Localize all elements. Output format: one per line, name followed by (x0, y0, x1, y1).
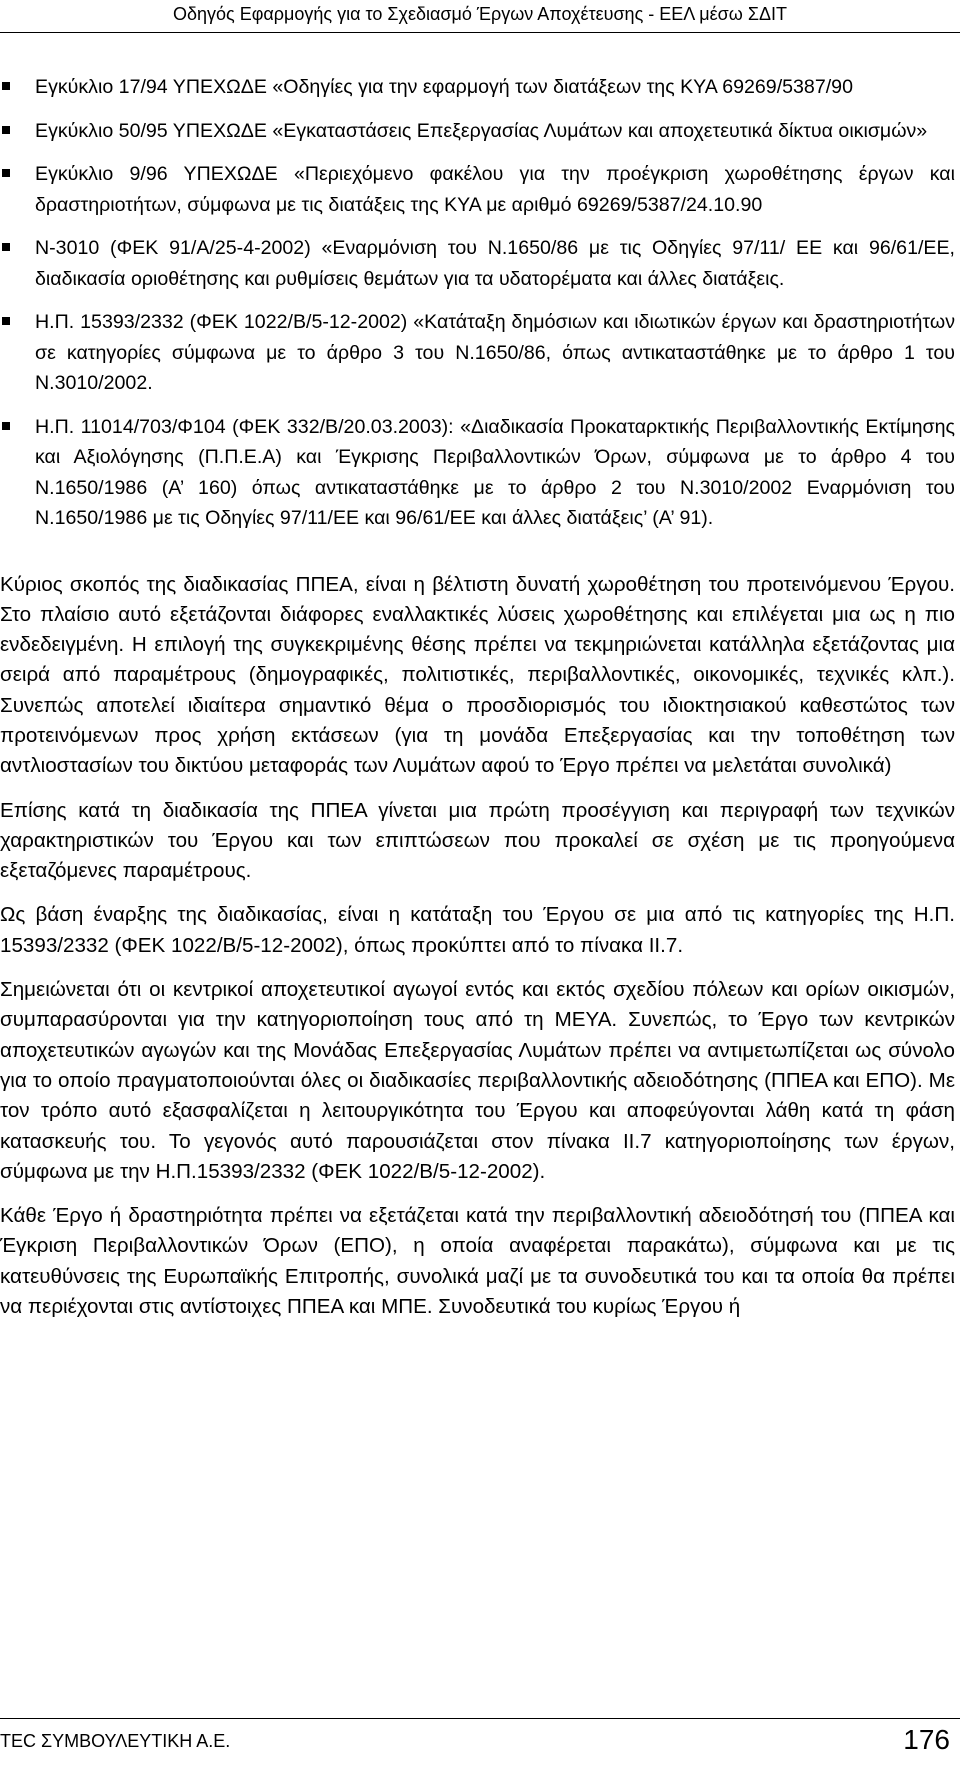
body-paragraphs (0, 570, 955, 1323)
list-item-text: Η.Π. 15393/2332 (ΦΕΚ 1022/Β/5-12-2002) «Κατάταξη δημόσιων και ιδιωτικών έργων και δραστηριοτήτων σε κατηγορίες σύμφωνα με το άρθρο 3 του Ν.1650/86, όπως αντικαταστάθηκε με το άρθρο 1 του Ν.3010/2002. (35, 311, 955, 394)
header-divider (0, 32, 960, 33)
list-item-text: Ν-3010 (ΦΕΚ 91/Α/25-4-2002) «Εναρμόνιση του Ν.1650/86 με τις Οδηγίες 97/11/ ΕΕ και 96/61/ΕΕ, διαδικασία οριοθέτησης και ρυθμίσεις θεμάτων για τα υδατορέματα και άλλες διατάξεις. (35, 237, 955, 290)
document-body (0, 72, 955, 1336)
list-item-text: Εγκύκλιο 50/95 ΥΠΕΧΩΔΕ «Εγκαταστάσεις Επεξεργασίας Λυμάτων και αποχετευτικά δίκτυα οικισμών» (35, 119, 928, 142)
square-bullet-icon (2, 82, 10, 90)
list-item (0, 233, 955, 294)
square-bullet-icon (2, 317, 10, 325)
footer-divider (0, 1718, 960, 1719)
list-item-text: Η.Π. 11014/703/Φ104 (ΦΕΚ 332/Β/20.03.2003): «Διαδικασία Προκαταρκτικής Περιβαλλοντικής Εκτίμησης και Αξιολόγησης (Π.Π.Ε.Α) και Έγκρισης Περιβαλλοντικών Όρων, σύμφωνα με το άρθρο 4 του Ν.1650/1986 (Α’ 160) όπως αντικαταστάθηκε με το άρθρο 2 του Ν.3010/2002 Εναρμόνιση του Ν.1650/1986 με τις Οδηγίες 97/11/ΕΕ και 96/61/ΕΕ και άλλες διατάξεις’ (Α’ 91). (35, 415, 955, 529)
list-item-text: Εγκύκλιο 9/96 ΥΠΕΧΩΔΕ «Περιεχόμενο φακέλου για την προέγκριση χωροθέτησης έργων και δραστηριοτήτων, σύμφωνα με τις διατάξεις της ΚΥΑ με αριθμό 69269/5387/24.10.90 (35, 163, 955, 216)
list-item (0, 412, 955, 534)
header-title: Οδηγός Εφαρμογής για το Σχεδιασμό Έργων Αποχέτευσης - ΕΕΛ μέσω ΣΔΙΤ (172, 4, 787, 24)
list-item (0, 72, 955, 103)
list-item (0, 116, 955, 147)
square-bullet-icon (2, 169, 10, 177)
footer-company: ΤΕC ΣΥΜΒΟΥΛΕΥΤΙΚΗ Α.Ε. (0, 1731, 231, 1751)
list-item-text: Εγκύκλιο 17/94 ΥΠΕΧΩΔΕ «Οδηγίες για την εφαρμογή των διατάξεων της ΚΥΑ 69269/5387/90 (35, 76, 853, 98)
paragraph: Επίσης κατά τη διαδικασία της ΠΠΕΑ γίνεται μια πρώτη προσέγγιση και περιγραφή των τεχνικών χαρακτηριστικών του Έργου και των επιπτώσεων που προκαλεί σε σχέση με τις προηγούμενα εξεταζόμενες παραμέτρους. (0, 798, 955, 883)
paragraph: Κάθε Έργο ή δραστηριότητα πρέπει να εξετάζεται κατά την περιβαλλοντική αδειοδότησή του (ΠΠΕΑ και Έγκριση Περιβαλλοντικών Όρων (ΕΠΟ), η οποία αναφέρεται παρακάτω), σύμφωνα και με τις κατευθύνσεις της Ευρωπαϊκής Επιτροπής, συνολικά μαζί με τα συνοδευτικά του και τα οποία θα πρέπει να περιέχονται στις αντίστοιχες ΠΠΕΑ και ΜΠΕ. Συνοδευτικά του κυρίως Έργου ή (0, 1204, 955, 1319)
square-bullet-icon (2, 243, 10, 251)
page-header (0, 0, 960, 40)
list-item (0, 159, 955, 220)
paragraph: Σημειώνεται ότι οι κεντρικοί αποχετευτικοί αγωγοί εντός και εκτός σχεδίου πόλεων και ορίων οικισμών, συμπαρασύρονται για την κατηγοριοποίηση τους από τη ΜΕΥΑ. Συνεπώς, το Έργο των κεντρικών αποχετευτικών αγωγών και της Μονάδας Επεξεργασίας Λυμάτων πρέπει να αντιμετωπίζεται ως σύνολο για το οποίο πραγματοποιούνται όλες οι διαδικασίες περιβαλλοντικής αδειοδότησης (ΠΠΕΑ και ΕΠΟ). Με τον τρόπο αυτό εξασφαλίζεται η λειτουργικότητα του Έργου και αποφεύγονται λάθη κατά τη φάση κατασκευής του. Το γεγονός αυτό παρουσιάζεται στον πίνακα ΙΙ.7 κατηγοριοποίησης των έργων, σύμφωνα με την Η.Π.15393/2332 (ΦΕΚ 1022/Β/5-12-2002). (0, 978, 955, 1183)
paragraph: Ως βάση έναρξης της διαδικασίας, είναι η κατάταξη του Έργου σε μια από τις κατηγορίες της Η.Π. 15393/2332 (ΦΕΚ 1022/Β/5-12-2002), όπως προκύπτει από το πίνακα ΙΙ.7. (0, 903, 955, 957)
square-bullet-icon (2, 422, 10, 430)
list-item (0, 307, 955, 399)
page-number: 176 (903, 1724, 950, 1755)
legislation-list (0, 72, 955, 534)
square-bullet-icon (2, 126, 10, 134)
paragraph: Κύριος σκοπός της διαδικασίας ΠΠΕΑ, είναι η βέλτιστη δυνατή χωροθέτηση του προτεινόμενου Έργου. Στο πλαίσιο αυτό εξετάζονται διάφορες εναλλακτικές λύσεις χωροθέτησης και επιλέγεται μια ως η πιο ενδεδειγμένη. Η επιλογή της συγκεκριμένης θέσης πρέπει να τεκμηριώνεται κατάλληλα εξετάζοντας μια σειρά από παραμέτρους (δημογραφικές, πολιτιστικές, περιβαλλοντικές, οικονομικές, τεχνικές κλπ.). Συνεπώς αποτελεί ιδιαίτερα σημαντικό θέμα ο προσδιορισμός του ιδιοκτησιακού καθεστώτος των προτεινόμενων προς χρήση εκτάσεων (για τη μονάδα Επεξεργασίας και την τοποθέτηση των αντλιοστασίων του δικτύου μεταφοράς των Λυμάτων αφού το Έργο πρέπει να μελετάται συνολικά) (0, 572, 955, 778)
